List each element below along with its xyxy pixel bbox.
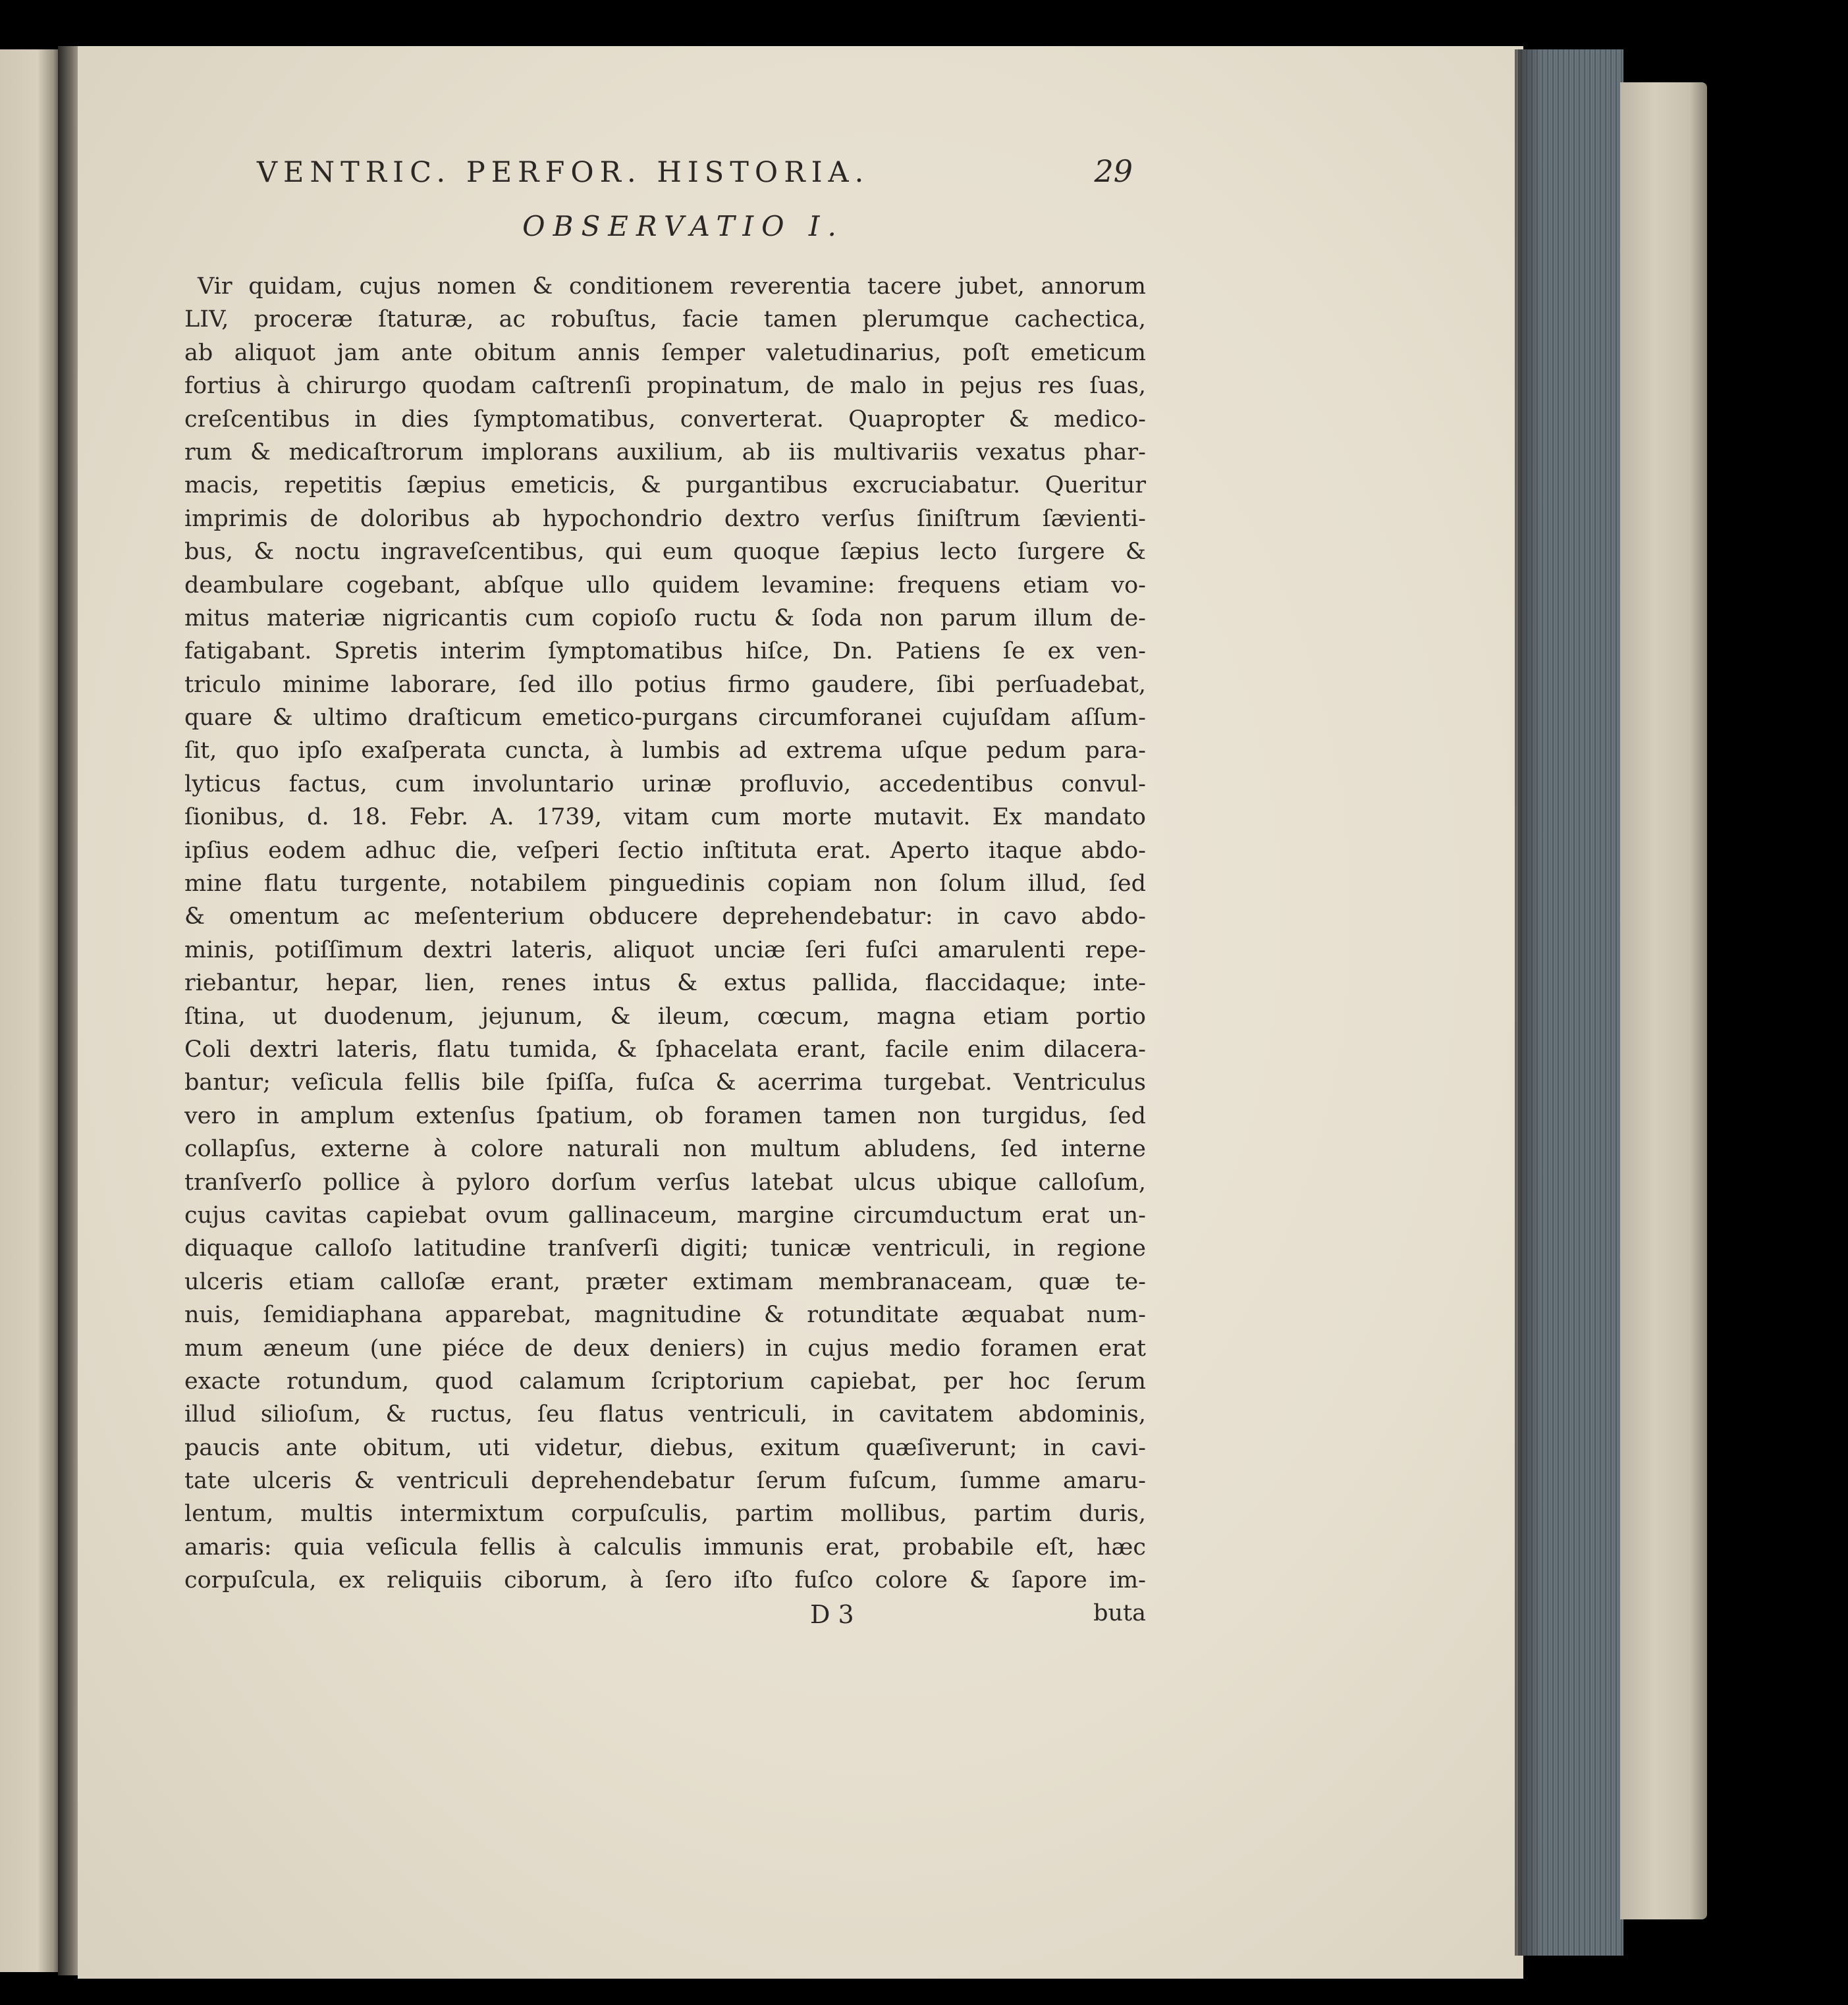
text-line: mitus materiæ nigricantis cum copioſo ructu & ſoda non parum illum de- — [184, 604, 1146, 631]
page-number: 29 — [1094, 153, 1133, 189]
text-line: triculo minime laborare, ſed illo potius firmo gaudere, ſibi perſuadebat, — [184, 671, 1146, 698]
text-line: paucis ante obitum, uti videtur, diebus, exitum quæſiverunt; in cavi- — [184, 1434, 1146, 1461]
facing-page-edge — [0, 49, 63, 1972]
text-line: exacte rotundum, quod calamum ſcriptorium capiebat, per hoc ſerum — [184, 1368, 1146, 1395]
text-line: ſit, quo ipſo exaſperata cuncta, à lumbis ad extrema uſque pedum para- — [184, 737, 1146, 764]
text-line: corpuſcula, ex reliquiis ciborum, à ſero iſto fuſco colore & ſapore im- — [184, 1567, 1146, 1594]
text-line: & omentum ac meſenterium obducere deprehendebatur: in cavo abdo- — [184, 903, 1146, 930]
book-cover-edge — [1620, 82, 1707, 1919]
text-line: ulceris etiam calloſæ erant, præter extimam membranaceam, quæ te- — [184, 1268, 1146, 1295]
text-line: bantur; veſicula fellis bile ſpiſſa, fuſca & acerrima turgebat. Ventriculus — [184, 1069, 1146, 1096]
text-line: tranſverſo pollice à pyloro dorſum verſus latebat ulcus ubique calloſum, — [184, 1169, 1146, 1196]
text-line: Coli dextri lateris, flatu tumida, & ſphacelata erant, facile enim dilacera- — [184, 1036, 1146, 1063]
text-line: imprimis de doloribus ab hypochondrio dextro verſus ſiniſtrum ſævienti- — [184, 505, 1146, 532]
text-line: nuis, ſemidiaphana apparebat, magnitudine & rotunditate æquabat num- — [184, 1302, 1146, 1329]
text-line: lyticus factus, cum involuntario urinæ profluvio, accedentibus convul- — [184, 770, 1146, 797]
text-line: ſtina, ut duodenum, jejunum, & ileum, cœcum, magna etiam portio — [184, 1003, 1146, 1030]
text-line: minis, potiſſimum dextri lateris, aliquot unciæ ſeri fuſci amarulenti repe- — [184, 936, 1146, 963]
running-head-title: VENTRIC. PERFOR. HISTORIA. — [257, 156, 870, 189]
running-head — [257, 151, 1133, 192]
text-line: fatigabant. Spretis interim ſymptomatibus hiſce, Dn. Patiens ſe ex ven- — [184, 638, 1146, 665]
text-line: mine flatu turgente, notabilem pinguedinis copiam non ſolum illud, ſed — [184, 870, 1146, 897]
text-line: ipſius eodem adhuc die, veſperi ſectio inſtituta erat. Aperto itaque abdo- — [184, 837, 1146, 864]
text-line: cujus cavitas capiebat ovum gallinaceum, margine circumductum erat un- — [184, 1202, 1146, 1229]
text-line: tate ulceris & ventriculi deprehendebatur ſerum fuſcum, ſumme amaru- — [184, 1468, 1146, 1495]
text-line: LIV, proceræ ſtaturæ, ac robuſtus, facie tamen plerumque cachectica, — [184, 306, 1146, 333]
text-line: deambulare cogebant, abſque ullo quidem levamine: frequens etiam vo- — [184, 572, 1146, 599]
text-line: ſionibus, d. 18. Febr. A. 1739, vitam cum morte mutavit. Ex mandato — [184, 804, 1146, 831]
page-footer — [184, 1600, 1146, 1637]
signature-mark: D 3 — [810, 1599, 854, 1629]
observation-title: OBSERVATIO I. — [522, 210, 844, 242]
text-line: bus, & noctu ingraveſcentibus, qui eum quoque ſæpius lecto ſurgere & — [184, 539, 1146, 566]
text-line: riebantur, hepar, lien, renes intus & extus pallida, flaccidaque; inte- — [184, 970, 1146, 997]
text-line: vero in amplum extenſus ſpatium, ob foramen tamen non turgidus, ſed — [184, 1102, 1146, 1129]
text-line: quare & ultimo draſticum emetico-purgans circumforanei cujuſdam aſſum- — [184, 705, 1146, 732]
body-text — [184, 270, 1146, 1597]
page-edges-shade — [1515, 49, 1541, 1956]
text-line: ab aliquot jam ante obitum annis ſemper valetudinarius, poſt emeticum — [184, 339, 1146, 366]
text-line: illud silioſum, & ructus, ſeu flatus ventriculi, in cavitatem abdominis, — [184, 1401, 1146, 1428]
text-line: amaris: quia veſicula fellis à calculis immunis erat, probabile eſt, hæc — [184, 1534, 1146, 1561]
text-line: creſcentibus in dies ſymptomatibus, converterat. Quapropter & medico- — [184, 406, 1146, 433]
catchword: buta — [1093, 1599, 1146, 1626]
text-line: collapſus, externe à colore naturali non multum abludens, ſed interne — [184, 1136, 1146, 1163]
text-line: mum æneum (une piéce de deux deniers) in cujus medio foramen erat — [184, 1335, 1146, 1362]
text-line: diquaque calloſo latitudine tranſverſi digiti; tunicæ ventriculi, in regione — [184, 1235, 1146, 1262]
text-line: lentum, multis intermixtum corpuſculis, partim mollibus, partim duris, — [184, 1501, 1146, 1528]
text-line: fortius à chirurgo quodam caſtrenſi propinatum, de malo in pejus res ſuas, — [184, 373, 1146, 400]
text-block — [184, 151, 1146, 1637]
text-line: rum & medicaſtrorum implorans auxilium, ab iis multivariis vexatus phar- — [184, 439, 1146, 466]
text-line: macis, repetitis ſæpius emeticis, & purgantibus excruciabatur. Queritur — [184, 472, 1146, 499]
text-line: Vir quidam, cujus nomen & conditionem reverentia tacere jubet, annorum — [198, 273, 1146, 300]
